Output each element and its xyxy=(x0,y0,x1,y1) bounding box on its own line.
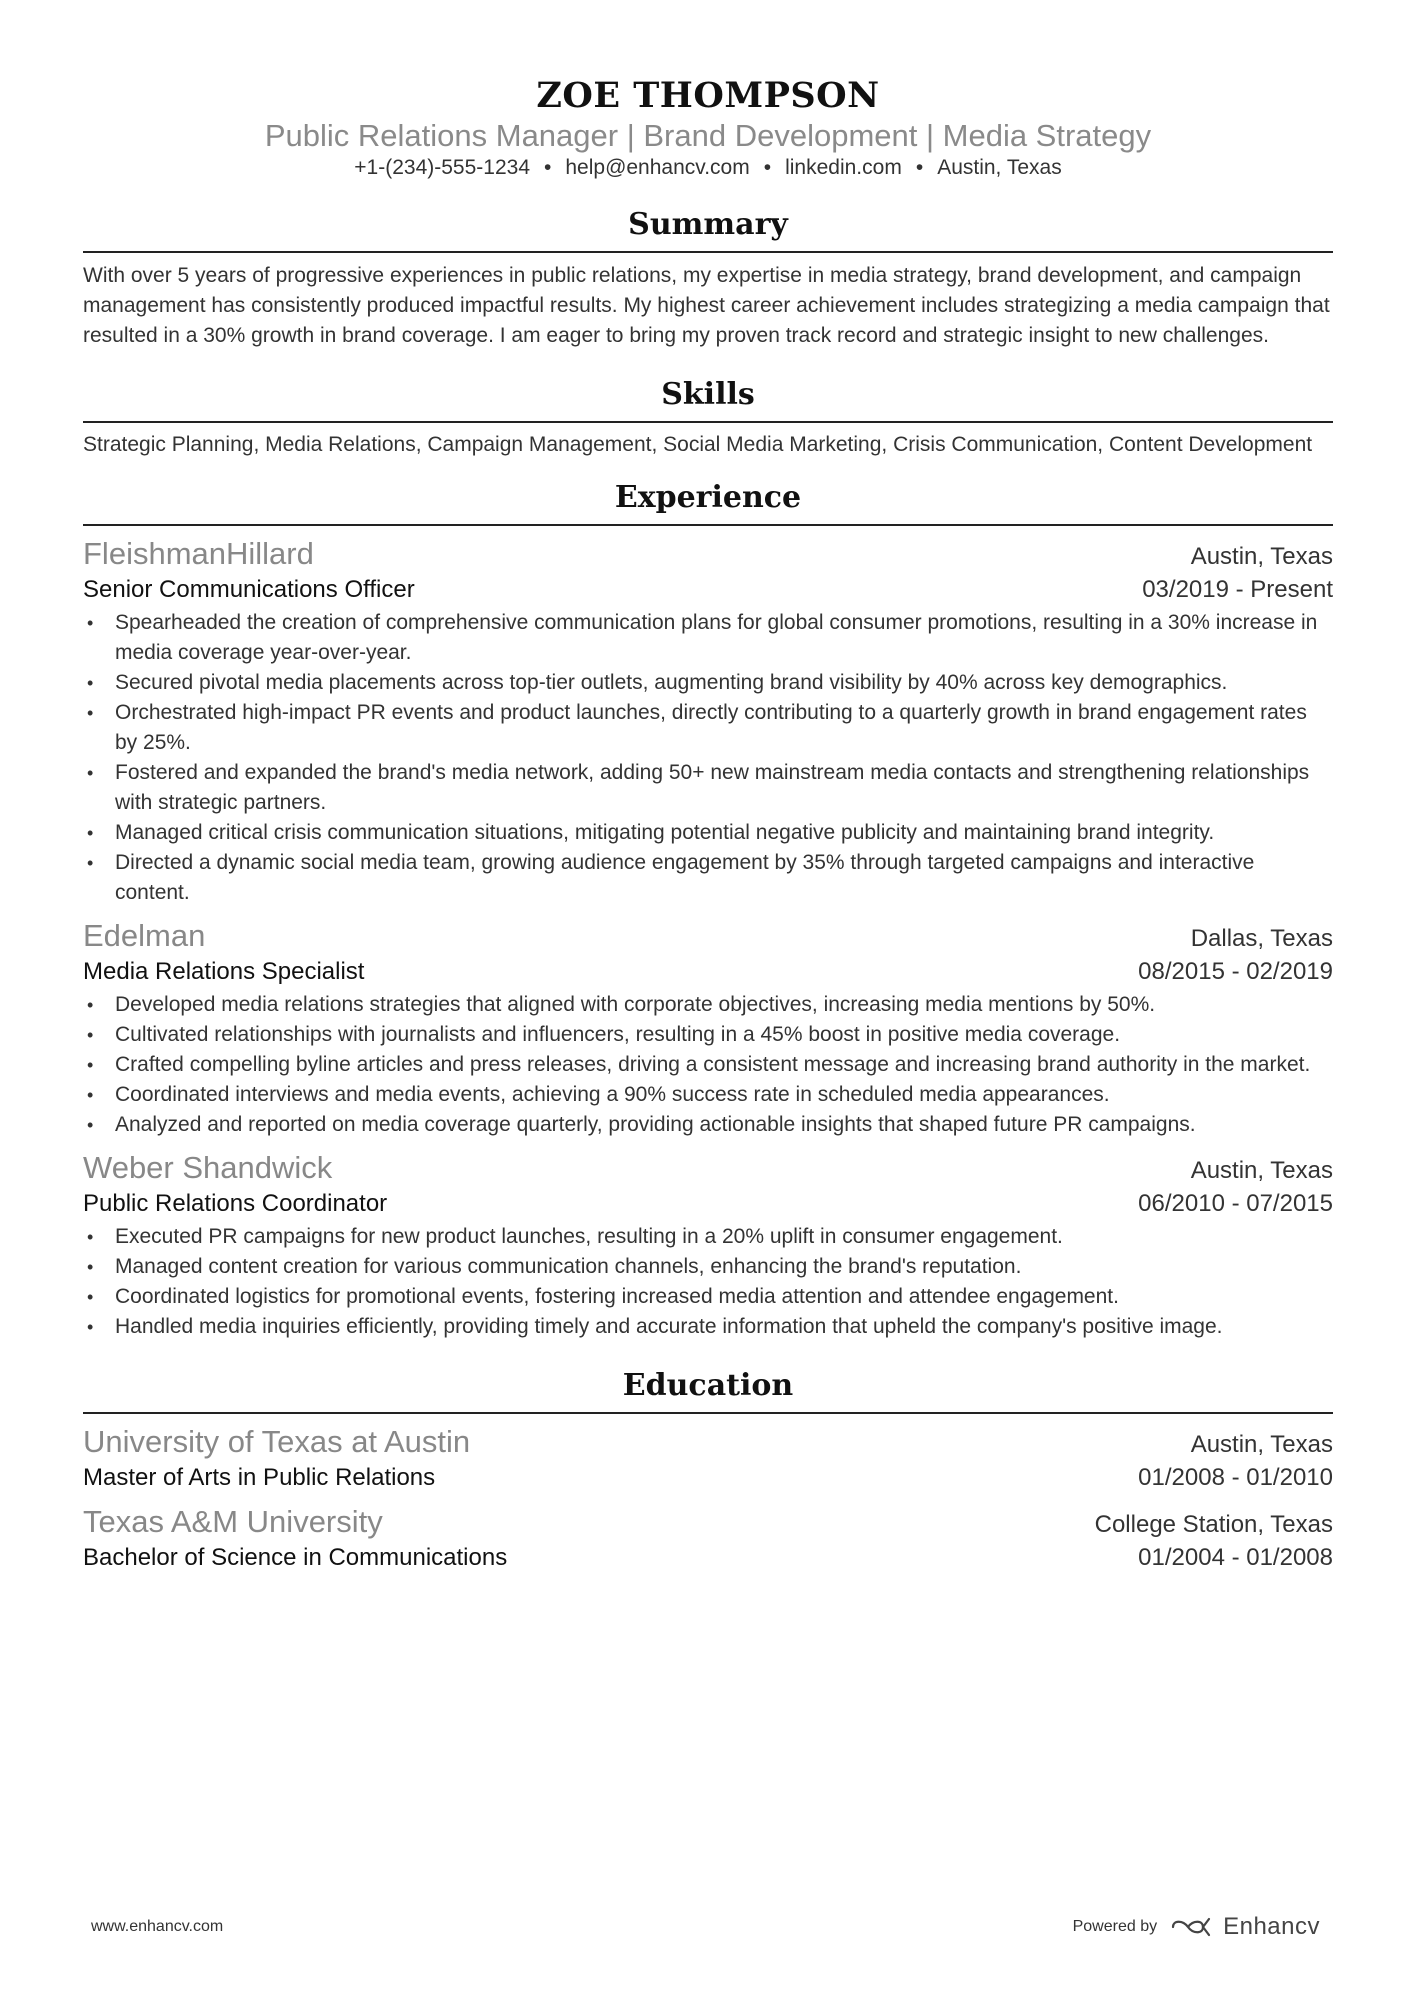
education-dates: 01/2008 - 01/2010 xyxy=(1138,1464,1333,1491)
phone-number: +1-(234)-555-1234 xyxy=(354,156,530,179)
summary-heading: Summary xyxy=(628,207,788,242)
section-divider xyxy=(83,421,1333,423)
list-item: • Executed PR campaigns for new product launches, resulting in a 20% uplift in consumer engagement. xyxy=(83,1222,1333,1252)
list-item: • Secured pivotal media placements across top-tier outlets, augmenting brand visibility by 40% across key demographics. xyxy=(83,668,1333,698)
job-title: Senior Communications Officer xyxy=(83,576,415,603)
bullet-icon: • xyxy=(87,1115,94,1135)
bullet-icon: • xyxy=(87,823,94,843)
experience-heading: Experience xyxy=(614,480,802,515)
list-item: • Developed media relations strategies that aligned with corporate objectives, increasing media mentions by 50%. xyxy=(83,990,1333,1020)
job-title: Media Relations Specialist xyxy=(83,958,365,985)
experience-entry xyxy=(83,1148,1333,1342)
job-location: Dallas, Texas xyxy=(1190,925,1333,952)
skills-section xyxy=(83,377,1333,458)
resume-header xyxy=(83,0,1333,182)
section-divider xyxy=(83,524,1333,526)
enhancv-logo-text: Enhancv xyxy=(1223,1913,1320,1940)
school-name: Texas A&M University xyxy=(83,1504,383,1539)
candidate-name: ZOE THOMPSON xyxy=(536,75,880,116)
enhancv-logo[interactable] xyxy=(1171,1913,1320,1941)
degree-name: Bachelor of Science in Communications xyxy=(83,1544,508,1571)
education-section xyxy=(83,1368,1333,1574)
list-item: • Crafted compelling byline articles and press releases, driving a consistent message and increasing brand authority in the market. xyxy=(83,1050,1333,1080)
job-bullets xyxy=(83,1222,1333,1342)
list-item: • Directed a dynamic social media team, growing audience engagement by 35% through targeted campaigns and interactive content. xyxy=(83,848,1333,908)
company-name: FleishmanHillard xyxy=(83,536,314,571)
bullet-icon: • xyxy=(87,673,94,693)
job-bullets xyxy=(83,608,1333,908)
education-heading: Education xyxy=(622,1368,794,1403)
experience-entry xyxy=(83,534,1333,908)
job-location: Austin, Texas xyxy=(1190,543,1333,570)
contact-line xyxy=(83,154,1333,182)
bullet-icon: • xyxy=(87,703,94,723)
list-item: • Cultivated relationships with journalists and influencers, resulting in a 45% boost in positive media coverage. xyxy=(83,1020,1333,1050)
list-item: • Orchestrated high-impact PR events and product launches, directly contributing to a quarterly growth in brand engagement rates by 25%. xyxy=(83,698,1333,758)
bullet-separator: • xyxy=(915,156,924,179)
section-divider xyxy=(83,1412,1333,1414)
list-item: • Coordinated logistics for promotional events, fostering increased media attention and attendee engagement. xyxy=(83,1282,1333,1312)
company-name: Edelman xyxy=(83,918,206,953)
footer-brand xyxy=(1073,1913,1320,1941)
education-entry xyxy=(83,1502,1333,1574)
bullet-icon: • xyxy=(87,1287,94,1307)
experience-section xyxy=(83,480,1333,1342)
linkedin-link[interactable]: linkedin.com xyxy=(785,156,902,179)
page-footer xyxy=(91,1912,1320,1942)
list-item: • Handled media inquiries efficiently, providing timely and accurate information that upheld the company's positive image. xyxy=(83,1312,1333,1342)
job-title: Public Relations Coordinator xyxy=(83,1190,388,1217)
bullet-icon: • xyxy=(87,1227,94,1247)
enhancv-logo-icon xyxy=(1171,1916,1217,1938)
footer-url-link[interactable]: www.enhancv.com xyxy=(91,1918,224,1935)
bullet-icon: • xyxy=(87,995,94,1015)
bullet-icon: • xyxy=(87,763,94,783)
school-location: Austin, Texas xyxy=(1190,1431,1333,1458)
education-dates: 01/2004 - 01/2008 xyxy=(1138,1544,1333,1571)
education-entry xyxy=(83,1422,1333,1494)
bullet-icon: • xyxy=(87,613,94,633)
powered-by-label: Powered by xyxy=(1072,1918,1158,1935)
skills-text: Strategic Planning, Media Relations, Campaign Management, Social Media Marketing, Crisis Communication, Content Development xyxy=(83,433,1313,456)
section-divider xyxy=(83,251,1333,253)
candidate-tagline: Public Relations Manager | Brand Development | Media Strategy xyxy=(264,118,1152,153)
bullet-icon: • xyxy=(87,1257,94,1277)
list-item: • Fostered and expanded the brand's media network, adding 50+ new mainstream media contacts and strengthening relationships with strategic partners. xyxy=(83,758,1333,818)
school-name: University of Texas at Austin xyxy=(83,1424,471,1459)
bullet-icon: • xyxy=(87,853,94,873)
bullet-separator: • xyxy=(763,156,772,179)
job-location: Austin, Texas xyxy=(1190,1157,1333,1184)
company-name: Weber Shandwick xyxy=(83,1150,333,1185)
school-location: College Station, Texas xyxy=(1094,1511,1333,1538)
job-dates: 08/2015 - 02/2019 xyxy=(1138,958,1333,985)
summary-section xyxy=(83,207,1333,351)
resume-page xyxy=(83,0,1333,1574)
bullet-icon: • xyxy=(87,1055,94,1075)
skills-heading: Skills xyxy=(661,377,755,412)
job-bullets xyxy=(83,990,1333,1140)
list-item: • Managed critical crisis communication situations, mitigating potential negative publicity and maintaining brand integrity. xyxy=(83,818,1333,848)
email-link[interactable]: help@enhancv.com xyxy=(565,156,750,179)
list-item: • Spearheaded the creation of comprehensive communication plans for global consumer promotions, resulting in a 30% increase in media coverage year-over-year. xyxy=(83,608,1333,668)
bullet-separator: • xyxy=(544,156,552,179)
experience-entry xyxy=(83,916,1333,1140)
candidate-location: Austin, Texas xyxy=(937,156,1062,179)
degree-name: Master of Arts in Public Relations xyxy=(83,1464,436,1491)
job-dates: 03/2019 - Present xyxy=(1142,576,1333,603)
list-item: • Coordinated interviews and media events, achieving a 90% success rate in scheduled media appearances. xyxy=(83,1080,1333,1110)
list-item: • Analyzed and reported on media coverage quarterly, providing actionable insights that shaped future PR campaigns. xyxy=(83,1110,1333,1140)
job-dates: 06/2010 - 07/2015 xyxy=(1138,1190,1333,1217)
bullet-icon: • xyxy=(87,1085,94,1105)
list-item: • Managed content creation for various communication channels, enhancing the brand's reputation. xyxy=(83,1252,1333,1282)
bullet-icon: • xyxy=(87,1025,94,1045)
bullet-icon: • xyxy=(87,1317,94,1337)
summary-text: With over 5 years of progressive experiences in public relations, my expertise in media strategy, brand development, and campaign management has consistently produced impactful results. My highest career achievement includes strategizing a media campaign that resulted in a 30% growth in brand coverage. I am eager to bring my proven track record and strategic insight to new challenges. xyxy=(83,264,1330,347)
